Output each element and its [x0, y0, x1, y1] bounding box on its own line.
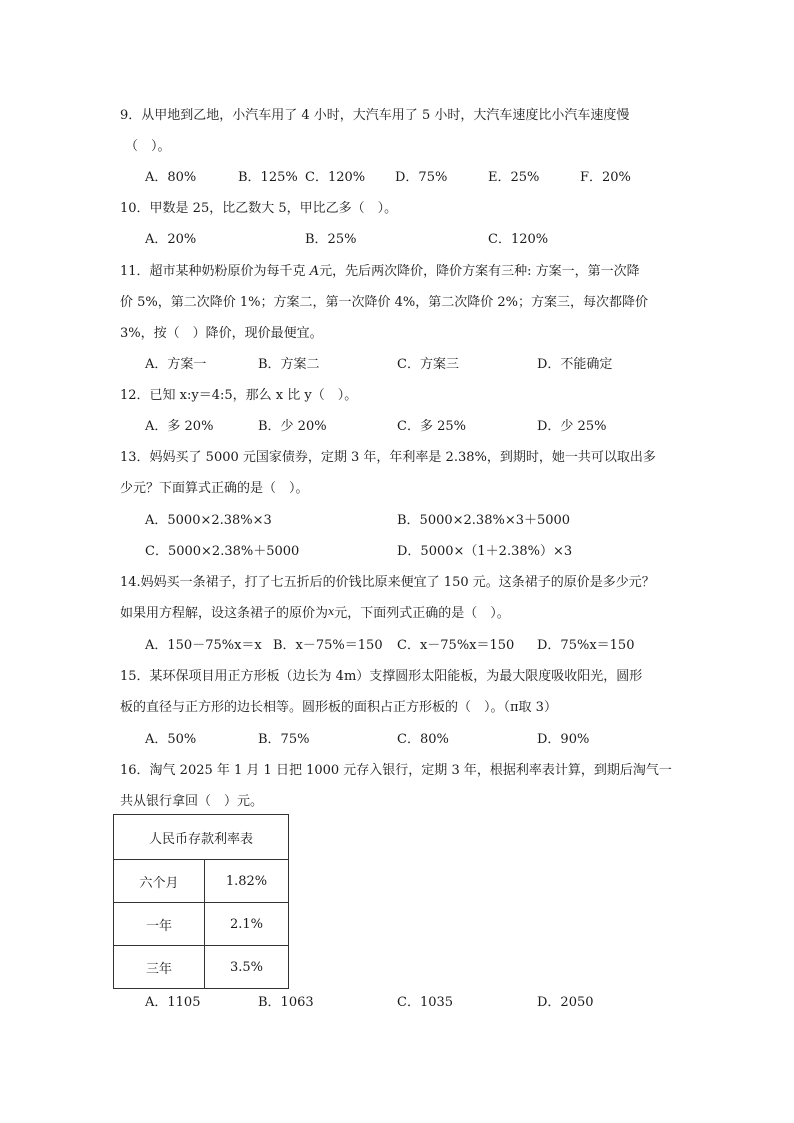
q9-option-c[interactable]: C．120%	[305, 170, 366, 185]
q12-option-d[interactable]: D．少 25%	[537, 419, 607, 434]
q11-stem-line1: 11．超市某种奶粉原价为每千克 A元，先后两次降价，降价方案有三种: 方案一，第一次降	[120, 264, 640, 279]
q15-option-d[interactable]: D．90%	[537, 732, 590, 747]
q15-stem-line2: 板的直径与正方形的边长相等。圆形板的面积占正方形板的（ ）。（π取 3）	[120, 700, 557, 715]
rate-value-cell: 3.5%	[205, 946, 289, 989]
rate-term-cell: 六个月	[114, 860, 205, 903]
q13-option-a[interactable]: A．5000×2.38%×3	[145, 513, 272, 528]
q9-option-a[interactable]: A．80%	[145, 170, 197, 185]
q9-option-d[interactable]: D．75%	[395, 170, 448, 185]
q11-option-b[interactable]: B．方案二	[258, 357, 320, 372]
q9-option-b[interactable]: B．125%	[238, 170, 298, 185]
q10-option-b[interactable]: B．25%	[305, 232, 357, 247]
q11-option-a[interactable]: A．方案一	[145, 357, 207, 372]
q16-stem-line1: 16．淘气 2025 年 1 月 1 日把 1000 元存入银行，定期 3 年，根据利率表计算，到期后淘气一	[120, 763, 672, 778]
q12-option-c[interactable]: C．多 25%	[397, 419, 466, 434]
rate-value-cell: 2.1%	[205, 903, 289, 946]
q15-stem-line1: 15．某环保项目用正方形板（边长为 4m）支撑圆形太阳能板，为最大限度吸收阳光，圆形	[120, 669, 643, 684]
rate-value-cell: 1.82%	[205, 860, 289, 903]
table-row	[114, 860, 289, 903]
q13-option-b[interactable]: B．5000×2.38%×3＋5000	[397, 513, 571, 528]
q14-option-d[interactable]: D．75%x＝150	[537, 638, 635, 653]
q9-option-f[interactable]: F．20%	[580, 170, 631, 185]
q13-option-c[interactable]: C．5000×2.38%＋5000	[145, 544, 300, 559]
q16-option-d[interactable]: D．2050	[537, 995, 594, 1010]
q9-stem-line1: 9．从甲地到乙地，小汽车用了 4 小时，大汽车用了 5 小时，大汽车速度比小汽车速度慢	[120, 108, 630, 123]
table-row	[114, 903, 289, 946]
q14-stem-line1: 14.妈妈买一条裙子，打了七五折后的价钱比原来便宜了 150 元。这条裙子的原价是多少元？	[120, 575, 655, 590]
q16-option-c[interactable]: C．1035	[397, 995, 454, 1010]
q11-option-d[interactable]: D．不能确定	[537, 357, 613, 372]
q16-option-a[interactable]: A．1105	[145, 995, 201, 1010]
q13-stem-line2: 少元？下面算式正确的是（ ）。	[120, 481, 309, 496]
q9-stem-line2: （ ）。	[125, 139, 171, 154]
q13-stem-line1: 13．妈妈买了 5000 元国家债券，定期 3 年，年利率是 2.38%，到期时，她一共可以取出多	[120, 450, 656, 465]
q13-option-d[interactable]: D．5000×（1＋2.38%）×3	[397, 544, 573, 559]
q16-option-b[interactable]: B．1063	[258, 995, 314, 1010]
q12-option-b[interactable]: B．少 20%	[258, 419, 327, 434]
q15-option-b[interactable]: B．75%	[258, 732, 310, 747]
q14-stem-line2: 如果用方程解，设这条裙子的原价为x元，下面列式正确的是（ ）。	[120, 605, 510, 621]
q9-option-e[interactable]: E．25%	[488, 170, 540, 185]
rate-term-cell: 三年	[114, 946, 205, 989]
interest-rate-table	[113, 814, 289, 989]
q11-option-c[interactable]: C．方案三	[397, 357, 459, 372]
rate-table-title: 人民币存款利率表	[114, 815, 289, 860]
q10-option-a[interactable]: A．20%	[145, 232, 197, 247]
q15-option-a[interactable]: A．50%	[145, 732, 197, 747]
rate-term-cell: 一年	[114, 903, 205, 946]
q15-option-c[interactable]: C．80%	[397, 732, 449, 747]
q11-stem-line2: 价 5%，第二次降价 1%；方案二，第一次降价 4%，第二次降价 2%；方案三，每次都降价	[120, 295, 649, 310]
table-row	[114, 946, 289, 989]
q14-option-c[interactable]: C．x－75%x＝150	[397, 638, 515, 653]
q16-stem-line2: 共从银行拿回（ ）元。	[120, 794, 264, 809]
q14-option-b[interactable]: B．x－75%＝150	[273, 638, 383, 653]
q11-stem-line3: 3%，按（ ）降价，现价最便宜。	[120, 326, 323, 341]
q12-stem: 12．已知 x:y＝4:5，那么 x 比 y（ ）。	[120, 388, 358, 403]
q10-option-c[interactable]: C．120%	[488, 232, 549, 247]
q12-option-a[interactable]: A．多 20%	[145, 419, 214, 434]
q14-option-a[interactable]: A．150－75%x＝x	[145, 638, 262, 653]
q10-stem: 10．甲数是 25，比乙数大 5，甲比乙多（ ）。	[120, 201, 398, 216]
